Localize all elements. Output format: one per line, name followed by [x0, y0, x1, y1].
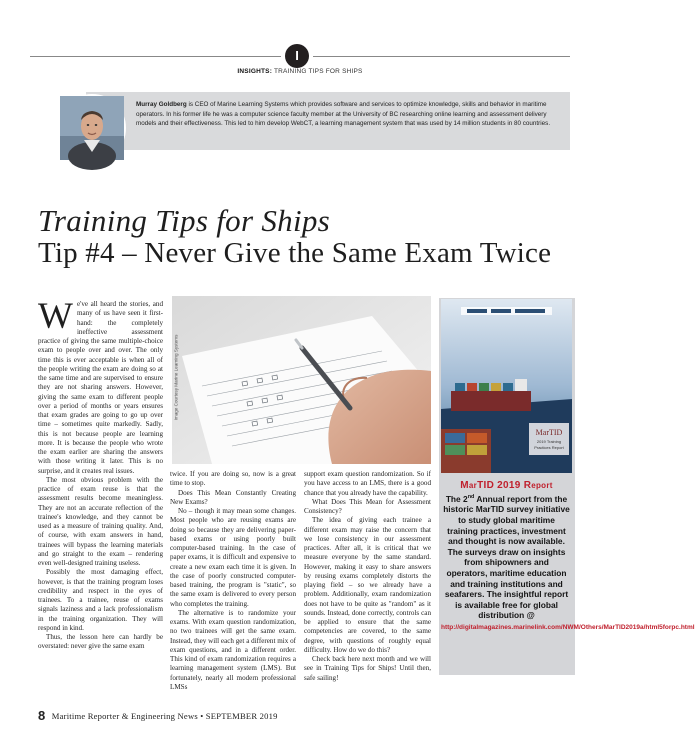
- paragraph: Check back here next month and we will see in Training Tips for Ships! Until then, safe sailing!: [304, 655, 431, 682]
- paragraph: The most obvious problem with the practice of exam reuse is that the assessment results become meaningless. They are not an accurate reflection of the trainee's knowledge, and they cannot be used as a measure of training quality. And, of course, with exam answers in hand, trainees will bypass the learning materials and go straight to the exam – rendering even well-designed training useless.: [38, 475, 163, 567]
- martid-description: The 2nd Annual report from the historic MarTID survey initiative to study global maritime training practices, investment and thought is now available. The surveys draw on insights from shipowners and operators, maritime education and training institutions and seafarers. The insightful report is available free for global distribution @: [443, 493, 570, 621]
- author-bio-text: is CEO of Marine Learning Systems which provides software and services to optimize knowledge, skills and behavior in maritime operators. In his former life he was a computer science faculty member at the University of BC researching online learning and assessment delivery models and their effectiveness. This led to him develop WebCT, a learning management system that was used by 14 million students in 80 countries.: [136, 101, 551, 128]
- paragraph: No – though it may mean some changes. Most people who are reusing exams are doing so because they are delivering paper-based exams or using poorly built computer-based training. In the case of paper exams, it is difficult and expensive to create a new exam each time it is given. In the case of poorly constructed computer-based training, the program is "static", so the same exam is delivered to every person who completes the training.: [170, 507, 296, 608]
- subheading: Does This Mean Constantly Creating New Exams?: [170, 488, 296, 506]
- article-column-1: [38, 296, 163, 652]
- photo-credit: Image Courtesy Marine Learning Systems: [173, 334, 179, 421]
- article-column-3: [304, 470, 431, 683]
- article-headline: Tip #4 – Never Give the Same Exam Twice: [38, 237, 552, 269]
- author-name: Murray Goldberg: [136, 101, 187, 108]
- paragraph: support exam question randomization. So if you have access to an LMS, there is a good chance that you already have the capability.: [304, 470, 431, 497]
- paragraph: Thus, the lesson here can hardly be overstated: never give the same exam: [38, 633, 163, 651]
- paragraph: e've all heard the stories, and many of us have seen it first-hand: the completely ineffective assessment practice of giving the same multiple-choice exam to people over and over. The only time this is ever acceptable is when all of the people writing the exam are doing so at the same time and are supervised to ensure they are not sharing answers. However, giving the same exam to different people over a period of months or years ensures that exam grades are going to go up over time – sometimes quite markedly. Sadly, this is not because people are learning more. It is because the people who wrote the exam earlier are sharing the answers with those writing it later. This is no surprise, and it creates real issues.: [38, 300, 163, 475]
- author-bio: [136, 100, 564, 129]
- subheading: What Does This Mean for Assessment Consistency?: [304, 497, 431, 515]
- section-label-sub: TRAINING TIPS FOR SHIPS: [273, 68, 363, 75]
- article-photo: [172, 296, 431, 464]
- paragraph: Possibly the most damaging effect, however, is that the training program loses credibility and respect in the eyes of trainees. To a trainee, reuse of exams signals laziness and a lack professionalism in the training organization. They will respond in kind.: [38, 568, 163, 632]
- martid-heading: MarTID 2019 Report: [460, 480, 553, 491]
- cover-subtitle-2: Practices Report: [534, 445, 564, 450]
- paragraph: The alternative is to randomize your exams. With exam question randomization, no two trainees will get the same exam. Instead, they will each get a different mix of exam questions, and in a different order. This kind of exam randomization requires a learning management system (LMS). But fortunately, nearly all modern professional LMSs: [170, 608, 296, 691]
- section-label-main: INSIGHTS:: [237, 68, 273, 75]
- paragraph: The idea of giving each trainee a different exam may raise the concern that we lose consistency in our assessment practices. After all, it is critical that we measure everyone by the same standard. However, making it easy to share answers by reusing exams completely distorts the playing field – so we already have a problem. Additionally, exam randomization does not have to be quite as "random" as it sounds. Instead, done correctly, controls can be applied to ensure that the same competencies are covered, to the same degree, with questions of roughly equal difficulty. How do we do this?: [304, 516, 431, 654]
- insights-icon: I: [285, 44, 309, 68]
- publication-line: Maritime Reporter & Engineering News • SEPTEMBER 2019: [51, 711, 278, 721]
- cover-title: MarTID: [535, 428, 563, 437]
- page-number: 8: [38, 708, 46, 723]
- cover-subtitle-1: 2019 Training: [536, 439, 562, 444]
- article-column-2: [170, 470, 296, 692]
- author-avatar: [58, 94, 126, 162]
- martid-report-cover[interactable]: [441, 299, 572, 473]
- page-footer: [38, 708, 278, 723]
- article-kicker: Training Tips for Ships: [38, 203, 331, 238]
- martid-promo: [441, 480, 695, 632]
- paragraph: twice. If you are doing so, now is a great time to stop.: [170, 470, 296, 488]
- section-label: [0, 68, 600, 75]
- martid-report-link[interactable]: http://digitalmagazines.marinelink.com/NWM/Others/MarTID2019a/html5forpc.html: [441, 623, 695, 631]
- drop-cap: W: [38, 296, 73, 337]
